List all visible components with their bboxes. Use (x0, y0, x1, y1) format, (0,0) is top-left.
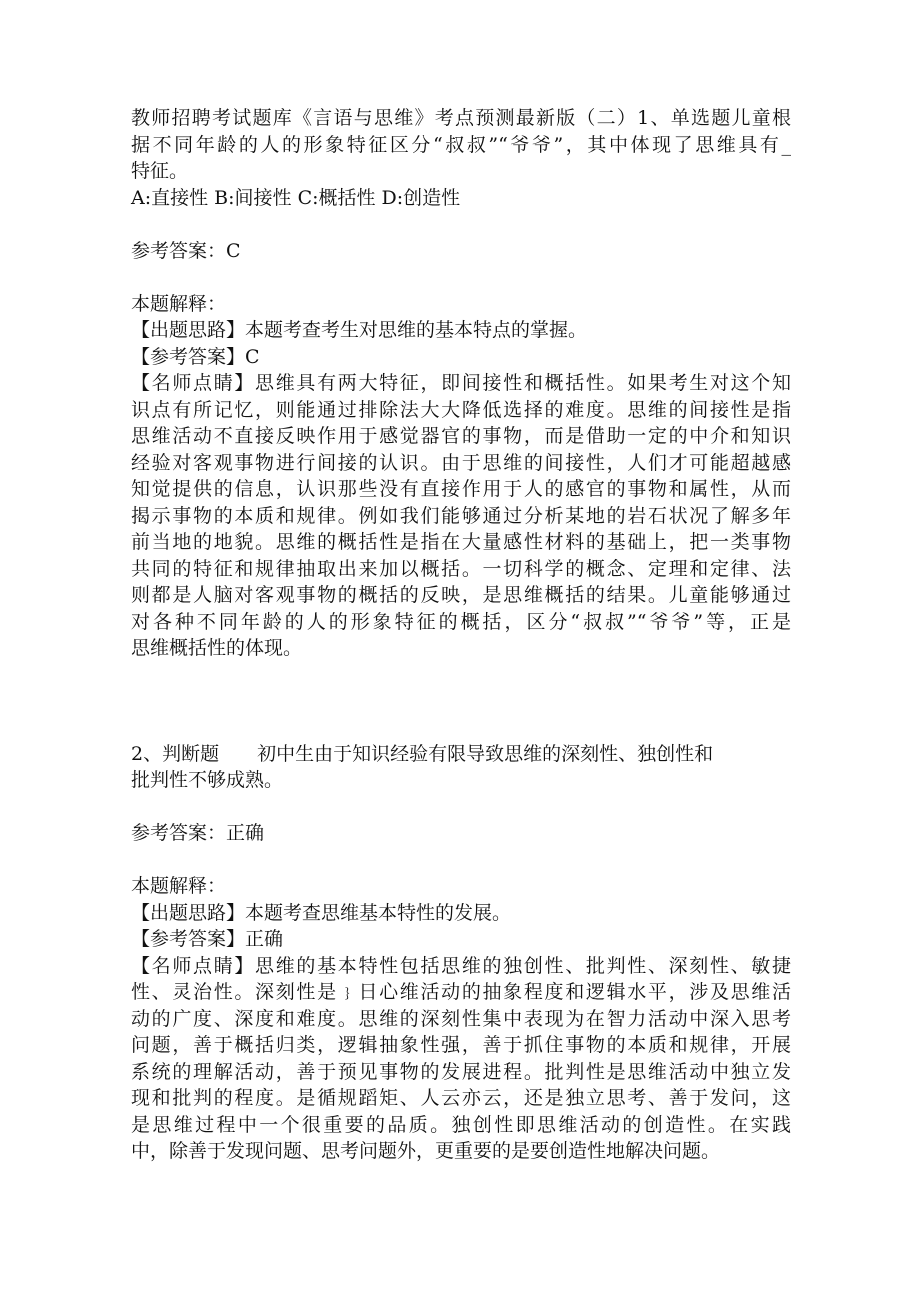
question-2-stem-line: 2、判断题 初中生由于知识经验有限导致思维的深刻性、独创性和 (131, 742, 714, 765)
question-1-teacher-line: 思维活动不直接反映作用于感觉器官的事物，而是借助一定的中介和知识 (131, 425, 791, 447)
question-2-teacher-line: 【名师点睛】思维的基本特性包括思维的独创性、批判性、深刻性、敏捷 (131, 954, 791, 977)
question-2-teacher-line: 系统的理解活动，善于预见事物的发展进程。批判性是思维活动中独立发 (131, 1060, 791, 1083)
question-2-teacher-line: 问题，善于概括归类，逻辑抽象性强，善于抓住事物的本质和规律，开展 (131, 1034, 791, 1056)
question-1-teacher-line: 对各种不同年龄的人的形象特征的概括，区分“叔叔”“爷爷”等，正是 (131, 610, 791, 633)
question-1-ref-answer: 【参考答案】C (131, 345, 260, 368)
question-1-options: A:直接性 B:间接性 C:概括性 D:创造性 (131, 186, 461, 209)
question-1-stem-line: 据不同年龄的人的形象特征区分“叔叔”“爷爷”，其中体现了思维具有_ (131, 133, 791, 156)
question-2-teacher-line: 性、灵治性。深刻性是﹜日心维活动的抽象程度和逻辑水平，涉及思维活 (131, 981, 791, 1003)
question-2-teacher-line: 现和批判的程度。是循规蹈矩、人云亦云，还是独立思考、善于发问，这 (131, 1087, 791, 1109)
question-1-teacher-line: 前当地的地貌。思维的概括性是指在大量感性材料的基础上，把一类事物 (131, 531, 791, 553)
question-2 (131, 741, 791, 1165)
question-1-teacher-line: 经验对客观事物进行间接的认识。由于思维的间接性，人们才可能超越感 (131, 451, 791, 474)
question-2-teacher-line: 中，除善于发现问题、思考问题外，更重要的是要创造性地解决问题。 (131, 1140, 721, 1162)
question-1-teacher-line: 共同的特征和规律抽取出来加以概括。一切科学的概念、定理和定律、法 (131, 557, 791, 580)
question-1-answer: 参考答案：C (131, 239, 241, 262)
question-2-teacher-line: 动的广度、深度和难度。思维的深刻性集中表现为在智力活动中深入思考 (131, 1007, 791, 1030)
question-1 (131, 105, 791, 662)
question-1-teacher-line: 识点有所记忆，则能通过排除法大大降低选择的难度。思维的间接性是指 (131, 398, 791, 421)
document-page (131, 105, 791, 1165)
question-2-explain-title: 本题解释： (131, 875, 227, 897)
question-1-teacher-line: 思维概括性的体现。 (131, 637, 303, 659)
question-1-idea: 【出题思路】本题考查考生对思维的基本特点的掌握。 (131, 319, 588, 341)
question-2-teacher-line: 是思维过程中一个很重要的品质。独创性即思维活动的创造性。在实践 (131, 1113, 791, 1136)
question-2-ref-answer: 【参考答案】正确 (131, 928, 284, 950)
question-1-teacher-line: 【名师点睛】思维具有两大特征，即间接性和概括性。如果考生对这个知 (131, 372, 791, 394)
question-2-answer: 参考答案：正确 (131, 822, 265, 844)
question-2-stem-line: 批判性不够成熟。 (131, 769, 284, 791)
question-1-teacher-line: 则都是人脑对客观事物的概括的反映，是思维概括的结果。儿童能够通过 (131, 584, 791, 606)
question-1-teacher-line: 知觉提供的信息，认识那些没有直接作用于人的感官的事物和属性，从而 (131, 478, 791, 500)
question-1-teacher-line: 揭示事物的本质和规律。例如我们能够通过分析某地的岩石状况了解多年 (131, 504, 791, 527)
question-1-stem-line: 教师招聘考试题库《言语与思维》考点预测最新版（二）1、单选题儿童根 (131, 107, 791, 129)
question-1-stem-line: 特征。 (131, 160, 189, 182)
question-2-idea: 【出题思路】本题考查思维基本特性的发展。 (131, 901, 512, 924)
question-1-explain-title: 本题解释： (131, 292, 227, 315)
